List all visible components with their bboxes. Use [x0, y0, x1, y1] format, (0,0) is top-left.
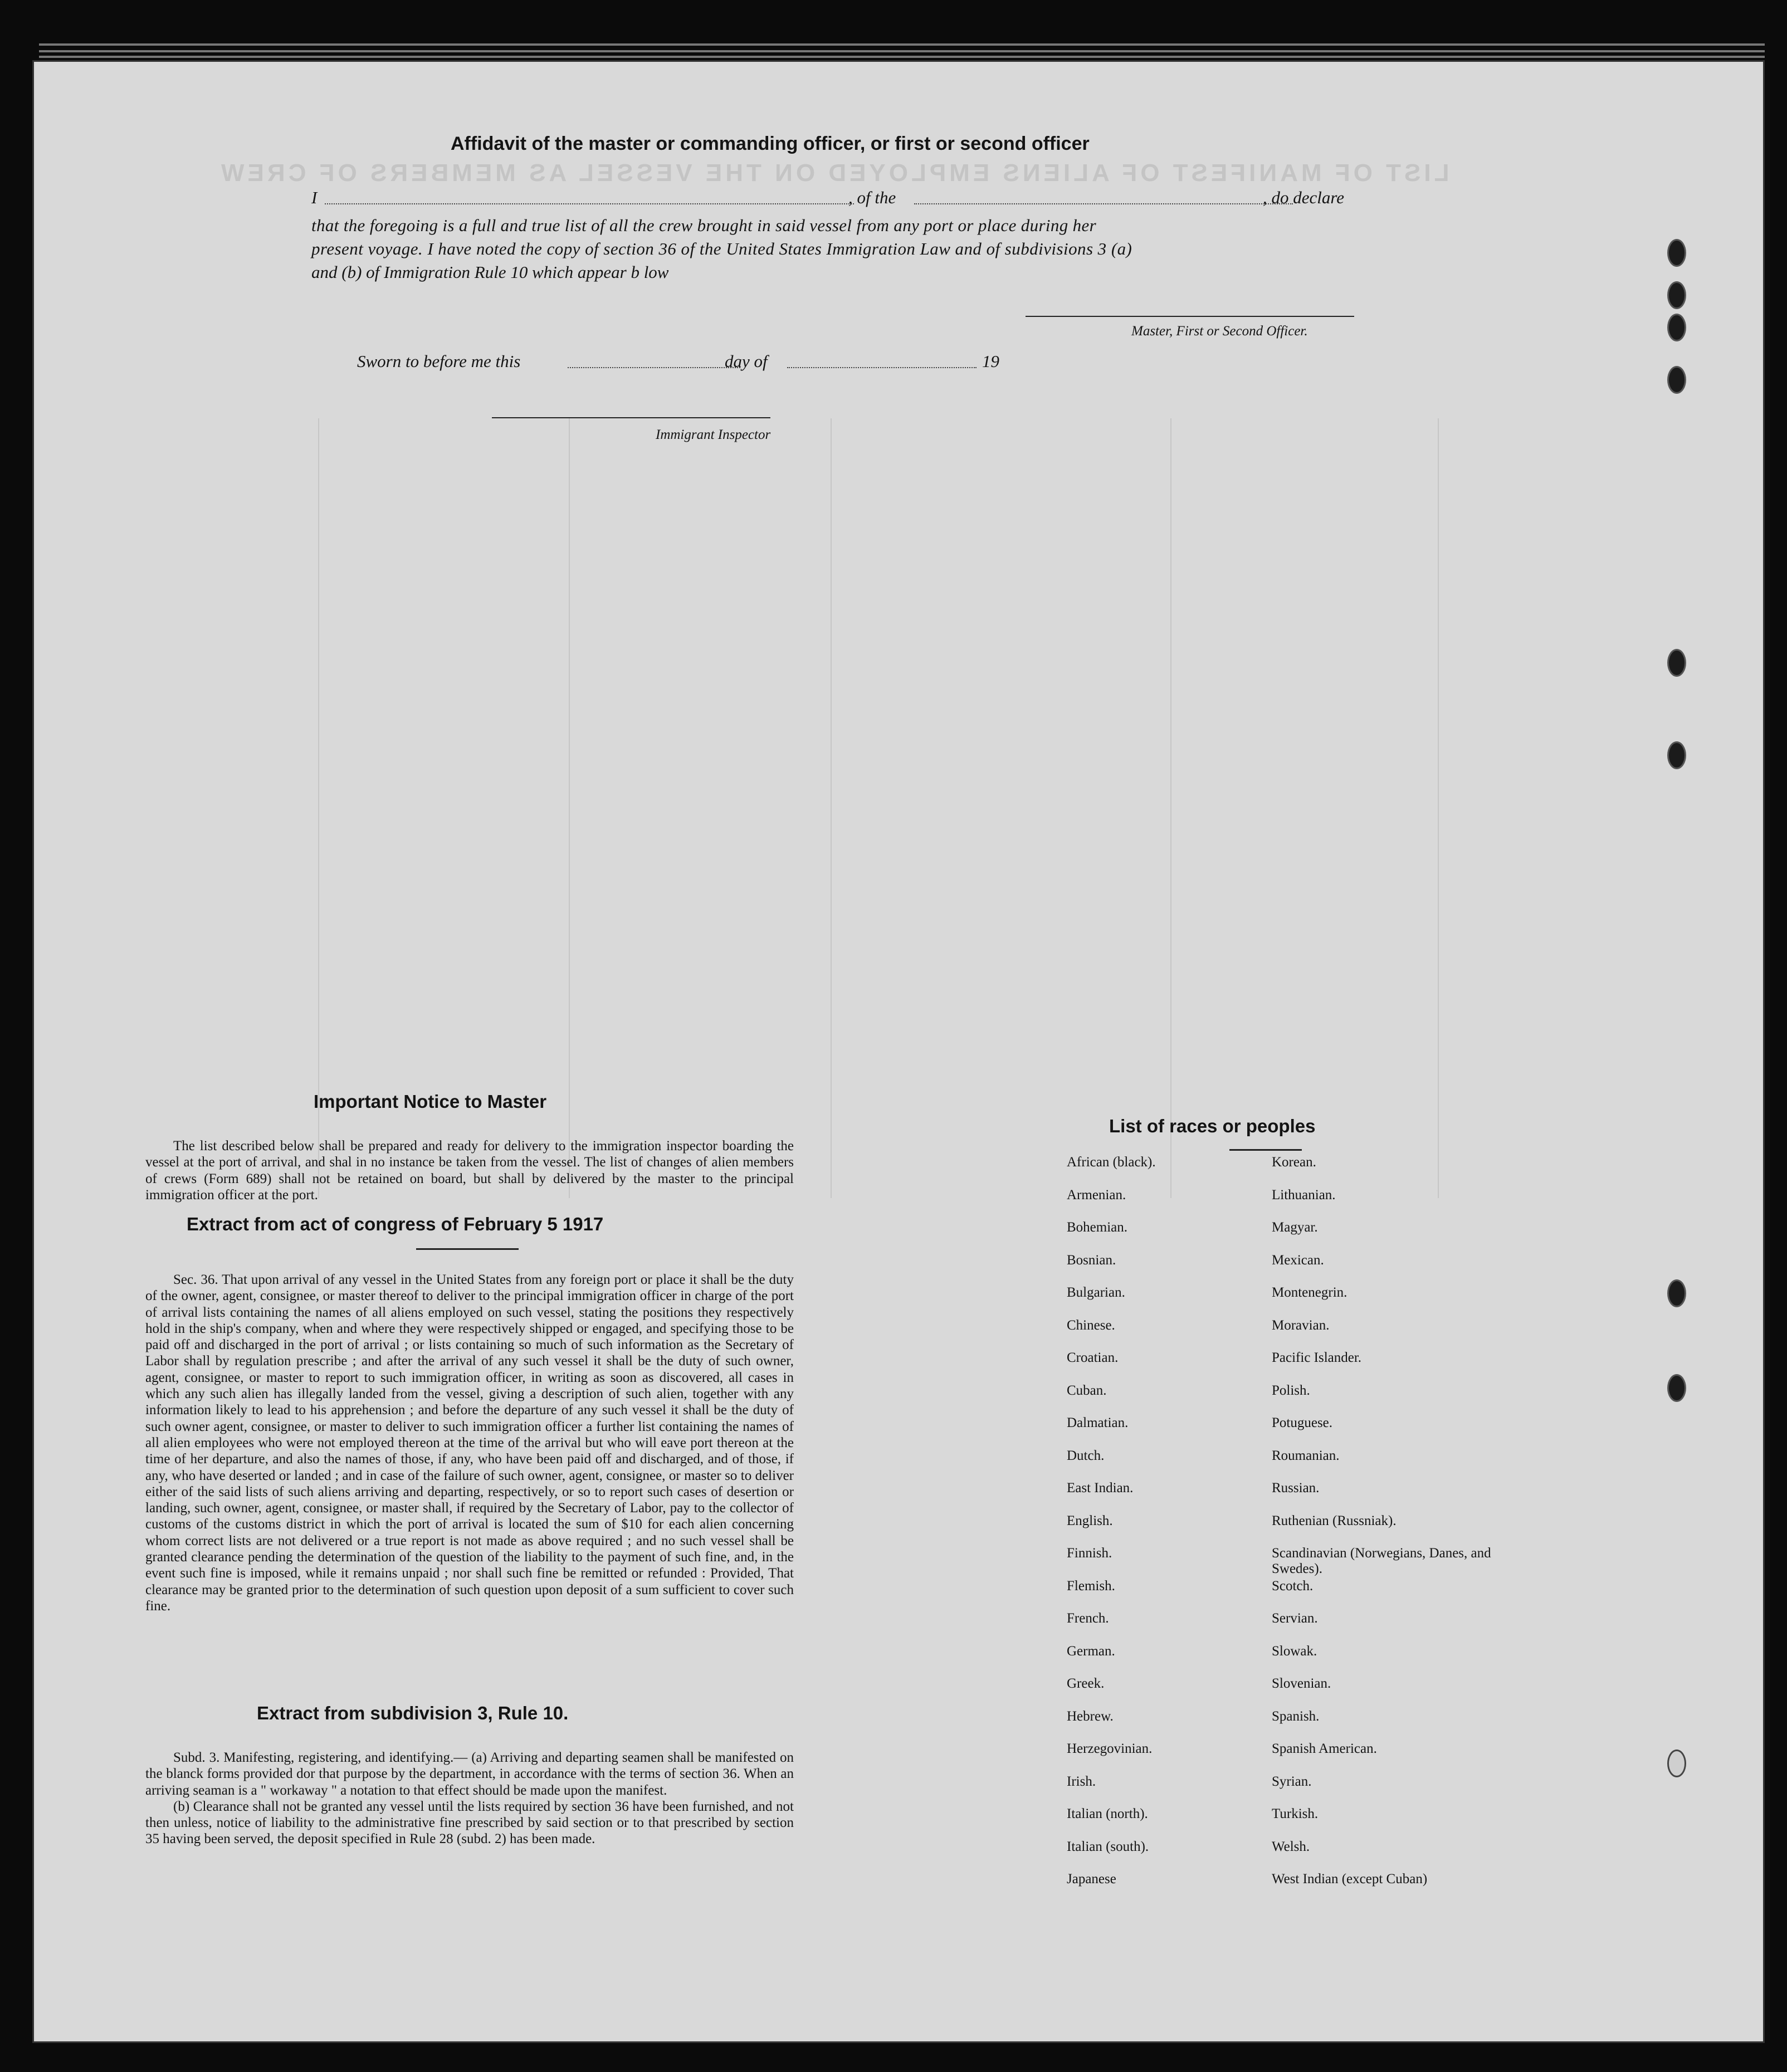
extract1-underline	[416, 1248, 519, 1250]
race-item: Slowak.	[1272, 1643, 1317, 1659]
race-item: Slovenian.	[1272, 1676, 1331, 1691]
race-item: Scotch.	[1272, 1578, 1314, 1594]
race-item: Bosnian.	[1067, 1252, 1116, 1268]
race-item: Greek.	[1067, 1676, 1105, 1691]
race-item: West Indian (except Cuban)	[1272, 1871, 1428, 1887]
document-page	[32, 60, 1765, 2043]
race-item: Dutch.	[1067, 1448, 1105, 1463]
sworn-start: Sworn to before me this	[357, 351, 521, 371]
race-item: Korean.	[1272, 1155, 1316, 1170]
race-item: Croatian.	[1067, 1350, 1119, 1365]
extract2-title: Extract from subdivision 3, Rule 10.	[257, 1703, 569, 1723]
blank-day	[568, 367, 740, 368]
race-item: Servian.	[1272, 1611, 1318, 1626]
affidavit-line4: and (b) of Immigration Rule 10 which appear b low	[311, 262, 669, 282]
races-underline	[1229, 1149, 1302, 1151]
race-item: African (black).	[1067, 1155, 1156, 1170]
extract2-text	[145, 1750, 794, 1848]
race-item: Potuguese.	[1272, 1415, 1333, 1430]
bleed-through-heading: LIST OF MANIFEST OF ALIENS EMPLOYED ON THE VESSEL AS MEMBERS OF CREW	[218, 159, 1449, 187]
extract1-text: Sec. 36. That upon arrival of any vessel in the United States from any foreign port or place it shall be the duty of the owner, agent, consignee, or master thereof to deliver to the principal immigration officer in charge of the port of arrival lists containing the names of all aliens employed on such vessel, stating the positions they respectively hold in the ship's company, when and where they were respectively shipped or engaged, and specifying those to be paid off and discharged in the port of arrival ; or lists containing so much of such information as the Secretary of Labor shall by regulation prescribe ; and after the arrival of any such vessel it shall be the duty of such owner, agent, consignee, or master to report to such immigration officer, in writing as soon as discovered, all cases in which any such alien has illegally landed from the vessel, giving a description of such alien, together with any information likely to lead to his apprehension ; and before the departure of any such vessel it shall be the duty of such owner agent, consignee, or master to deliver to such immigration officer a further list containing the names of all alien employees who were not employed thereon at the time of the arrival but who will eave port thereon at the time of her departure, and also the names of those, if any, who have been paid off and discharged, and of those, if any, who have deserted or landed ; and in case of the failure of such owner, agent, consignee, or master so to deliver either of the said lists of such aliens arriving and departing, respectively, or so to report such cases of desertion or landing, such owner, agent, consignee, or master shall, if required by the Secretary of Labor, pay to the collector of customs of the customs district in which the port of arrival is located the sum of $10 for each alien concerning whom correct lists are not delivered or a true report is not made as above required ; and no such vessel shall be granted clearance pending the determination of the question of the liability to the payment of such fine, and, in the event such fine is imposed, while it remains unpaid ; nor shall such fine be remitted or refunded : Provided, That clearance may be granted prior to the determination of such question upon deposit of a sum sufficient to cover such fine.	[145, 1272, 794, 1614]
bleed-through-column	[569, 418, 570, 1198]
bleed-through-column	[318, 418, 319, 1198]
signature-line	[1026, 316, 1354, 317]
page-edge	[39, 43, 1765, 46]
race-item: Polish.	[1272, 1382, 1310, 1398]
extract1-title: Extract from act of congress of February 5 1917	[187, 1214, 604, 1234]
notice-text: The list described below shall be prepared and ready for delivery to the immigration inspector boarding the vessel at the port of arrival, and shal in no instance be taken from the vessel. The list of changes of alien members of crews (Form 689) shall not be retained on board, but shall by delivered by the master to the principal immigration officer at the port.	[145, 1138, 794, 1203]
race-item: Herzegovinian.	[1067, 1741, 1153, 1756]
race-item: Moravian.	[1272, 1317, 1330, 1333]
race-item: Irish.	[1067, 1773, 1096, 1789]
punch-hole	[1667, 1279, 1686, 1307]
races-right-column	[1272, 1155, 1528, 1904]
race-item: Montenegrin.	[1272, 1285, 1347, 1300]
race-item: Mexican.	[1272, 1252, 1324, 1268]
blank-month	[787, 367, 976, 368]
sworn-year: 19	[982, 351, 999, 371]
bleed-through-column	[1170, 418, 1171, 1198]
races-left-column	[1067, 1155, 1267, 1904]
race-item: Welsh.	[1272, 1839, 1310, 1854]
races-title: List of races or peoples	[1109, 1116, 1316, 1136]
punch-hole	[1667, 239, 1686, 267]
affidavit-line3: present voyage. I have noted the copy of section 36 of the United States Immigration Law and of subdivisions 3 (a)	[311, 239, 1132, 258]
punch-hole	[1667, 1374, 1686, 1402]
inspector-line	[492, 417, 770, 418]
affidavit-title: Affidavit of the master or commanding officer, or first or second officer	[451, 133, 1090, 154]
race-item: Hebrew.	[1067, 1708, 1114, 1724]
race-item: Italian (north).	[1067, 1806, 1148, 1821]
race-item: French.	[1067, 1611, 1109, 1626]
race-item: Flemish.	[1067, 1578, 1115, 1594]
punch-hole	[1667, 649, 1686, 677]
race-item: Bohemian.	[1067, 1220, 1128, 1235]
extract2-para-b: (b) Clearance shall not be granted any vessel until the lists required by section 36 have been furnished, and not then unless, notice of liability to the administrative fine prescribed by said section or to that prescribed by section 35 having been served, the deposit specified in Rule 28 (subd. 2) has been made.	[145, 1799, 794, 1847]
race-item: Bulgarian.	[1067, 1285, 1125, 1300]
notice-title: Important Notice to Master	[314, 1091, 547, 1112]
punch-hole	[1667, 366, 1686, 394]
punch-hole	[1667, 281, 1686, 309]
race-item: English.	[1067, 1513, 1113, 1528]
race-item: Cuban.	[1067, 1382, 1107, 1398]
race-item: Russian.	[1272, 1480, 1320, 1496]
race-item: Spanish.	[1272, 1708, 1320, 1724]
bleed-through-column	[831, 418, 832, 1198]
blank-declarant	[325, 203, 854, 204]
race-item: Ruthenian (Russniak).	[1272, 1513, 1397, 1528]
race-item: Armenian.	[1067, 1187, 1126, 1203]
race-item: Syrian.	[1272, 1773, 1312, 1789]
race-item: Pacific Islander.	[1272, 1350, 1362, 1365]
page-edge	[39, 50, 1765, 52]
race-item: Magyar.	[1272, 1220, 1318, 1235]
race-item: Italian (south).	[1067, 1839, 1149, 1854]
blank-vessel-name	[914, 203, 1293, 204]
punch-hole	[1667, 741, 1686, 769]
race-item: Turkish.	[1272, 1806, 1319, 1821]
affidavit-line1-of-the: , of the	[848, 188, 896, 207]
race-item: East Indian.	[1067, 1480, 1134, 1496]
affidavit-line2: that the foregoing is a full and true list of all the crew brought in said vessel from any port or place during her	[311, 216, 1097, 235]
race-item: Spanish American.	[1272, 1741, 1377, 1756]
inspector-label: Immigrant Inspector	[656, 427, 771, 442]
extract2-para-a: Subd. 3. Manifesting, registering, and identifying.— (a) Arriving and departing seamen shall be manifested on the blanck forms provided dor that purpose by the department, in accordance with the terms of section 36. When an arriving seaman is a " workaway " a notation to that effect should be made upon the manifest.	[145, 1750, 794, 1798]
race-item: Japanese	[1067, 1871, 1116, 1887]
punch-hole	[1667, 1750, 1686, 1777]
race-item: Roumanian.	[1272, 1448, 1340, 1463]
race-item: Scandinavian (Norwegians, Danes, and Swedes).	[1272, 1546, 1491, 1576]
race-item: Chinese.	[1067, 1317, 1115, 1333]
page-edge	[39, 56, 1765, 58]
bleed-through-column	[1438, 418, 1439, 1198]
race-item: Finnish.	[1067, 1546, 1112, 1561]
signature-label: Master, First or Second Officer.	[1131, 324, 1308, 339]
punch-hole	[1667, 314, 1686, 341]
race-item: Lithuanian.	[1272, 1187, 1336, 1203]
race-item: German.	[1067, 1643, 1115, 1659]
affidavit-line1-end: , do declare	[1263, 188, 1345, 207]
race-item: Dalmatian.	[1067, 1415, 1129, 1430]
sworn-day-of: day of	[725, 351, 768, 371]
affidavit-line1-start: I	[311, 188, 318, 207]
